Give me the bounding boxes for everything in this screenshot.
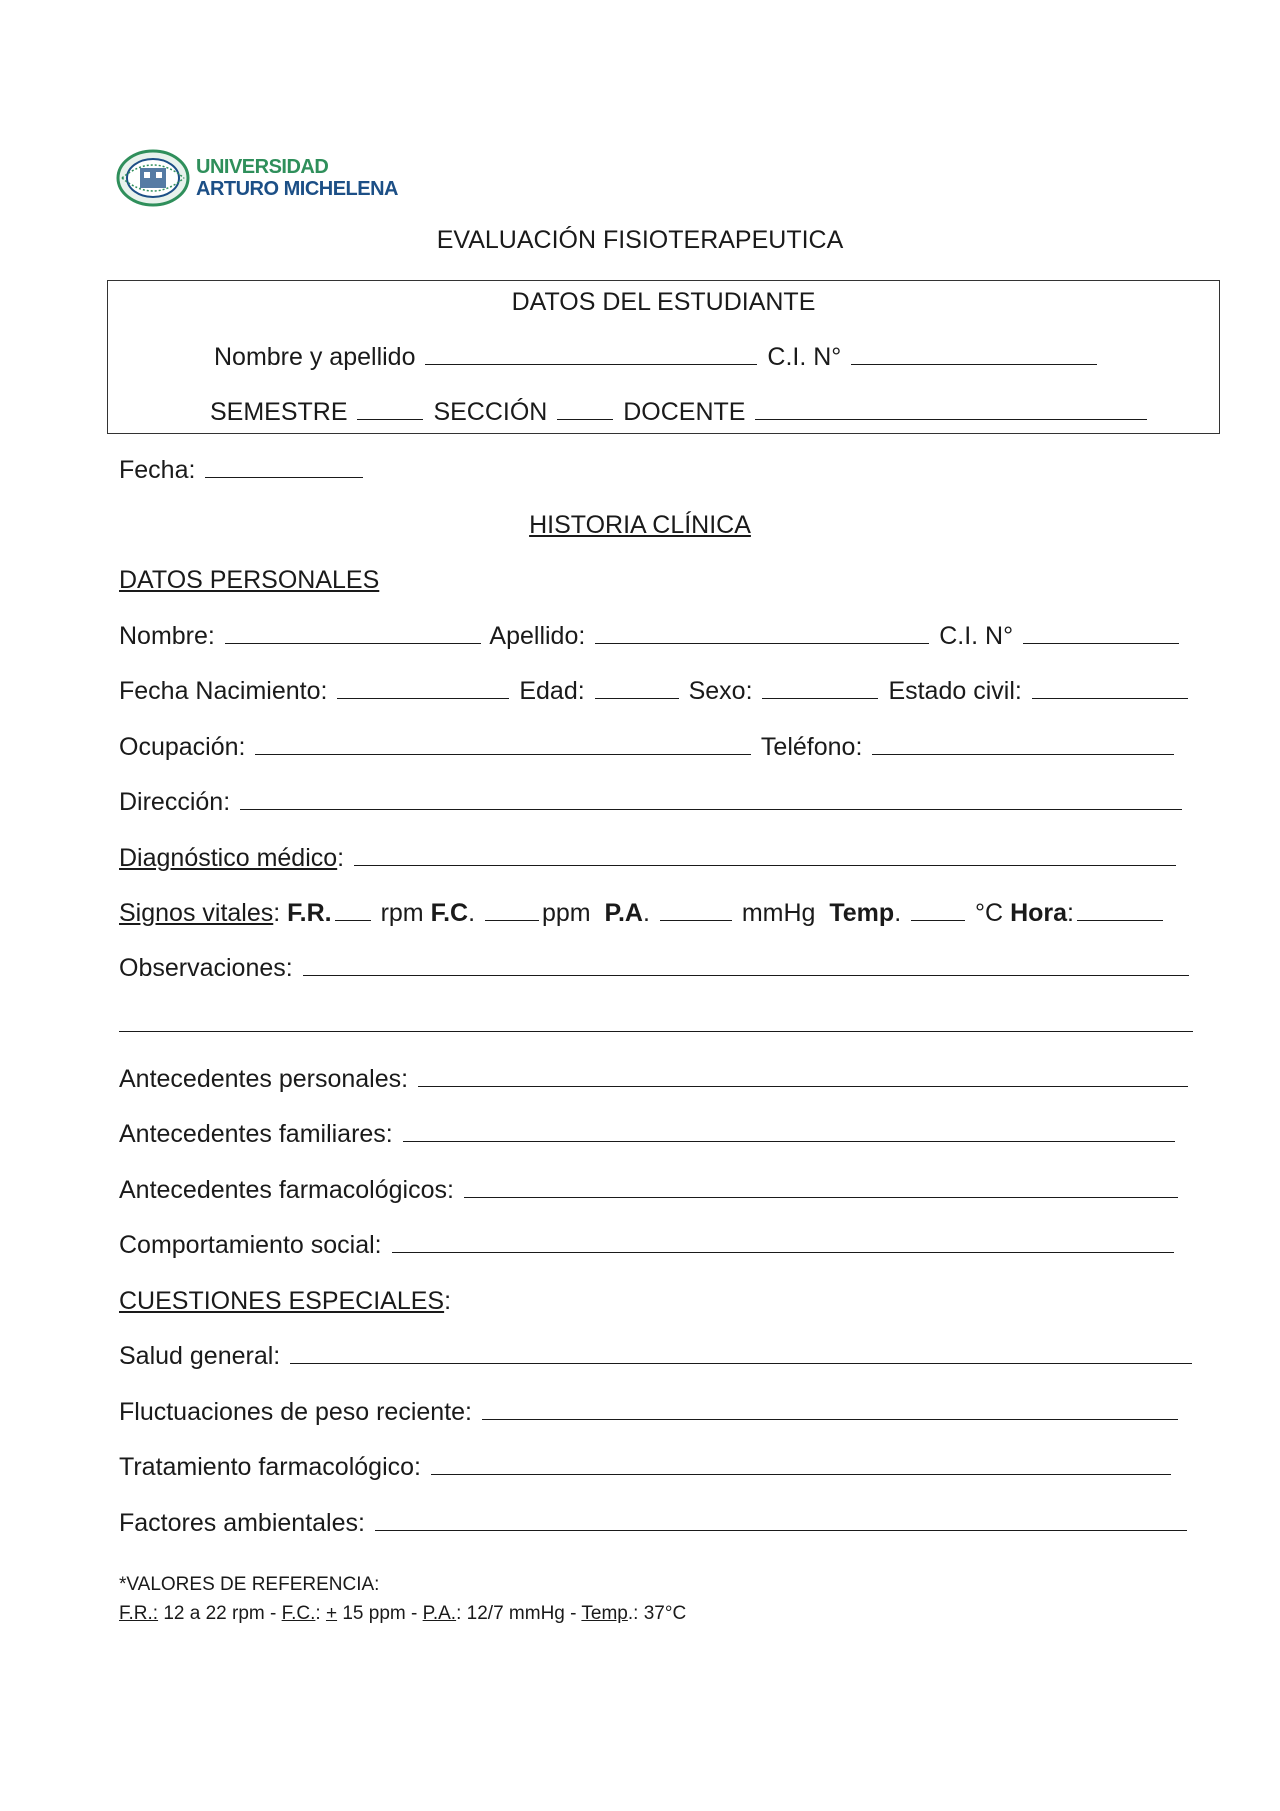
special-questions-heading: CUESTIONES ESPECIALES — [119, 1287, 445, 1315]
fc-label: F.C — [430, 899, 469, 927]
teacher-label: DOCENTE — [623, 398, 746, 426]
drug-treatment-field[interactable] — [431, 1456, 1171, 1475]
personal-history-label: Antecedentes personales: — [119, 1065, 409, 1093]
ref-fr-value: 12 a 22 rpm - — [158, 1603, 282, 1624]
sex-field[interactable] — [762, 680, 878, 699]
ref-pa-label: P.A. — [422, 1603, 457, 1624]
general-health-label: Salud general: — [119, 1342, 281, 1370]
logo-line-2: ARTURO MICHELENA — [196, 178, 398, 200]
marital-status-label: Estado civil: — [888, 677, 1022, 705]
family-history-label: Antecedentes familiares: — [119, 1120, 393, 1148]
pharma-history-row — [119, 1176, 1181, 1205]
section-field[interactable] — [557, 401, 613, 420]
fr-field[interactable] — [335, 902, 371, 921]
social-behavior-row — [119, 1231, 1177, 1260]
address-label: Dirección: — [119, 788, 231, 816]
drug-treatment-row — [119, 1453, 1174, 1482]
ref-fr-label: F.R.: — [119, 1603, 159, 1624]
student-box-heading: DATOS DEL ESTUDIANTE — [511, 288, 816, 316]
family-history-field[interactable] — [403, 1123, 1175, 1142]
ci-field[interactable] — [1023, 625, 1179, 644]
ref-temp-value: .: 37°C — [627, 1603, 687, 1624]
name-label: Nombre: — [119, 622, 215, 650]
page-title: EVALUACIÓN FISIOTERAPEUTICA — [436, 226, 844, 254]
special-questions-heading-row — [119, 1287, 451, 1316]
weight-fluctuation-field[interactable] — [482, 1401, 1178, 1420]
temp-dot: . — [894, 899, 902, 927]
semester-label: SEMESTRE — [210, 398, 348, 426]
date-row — [119, 456, 366, 485]
personal-history-field[interactable] — [418, 1068, 1188, 1087]
pa-field[interactable] — [660, 902, 732, 921]
observations-row-2 — [119, 1010, 1193, 1039]
vital-signs-label: Signos vitales — [119, 899, 274, 927]
ci-label: C.I. N° — [939, 622, 1014, 650]
diagnosis-row — [119, 844, 1179, 873]
student-name-field[interactable] — [425, 346, 757, 365]
surname-label: Apellido: — [489, 622, 586, 650]
name-field[interactable] — [225, 625, 481, 644]
university-logo — [116, 148, 416, 210]
pharma-history-field[interactable] — [464, 1179, 1178, 1198]
reference-heading: *VALORES DE REFERENCIA: — [119, 1574, 380, 1595]
date-label: Fecha: — [119, 456, 196, 484]
pharma-history-label: Antecedentes farmacológicos: — [119, 1176, 454, 1204]
semester-field[interactable] — [357, 401, 423, 420]
hour-colon: : — [1067, 899, 1074, 927]
teacher-field[interactable] — [755, 401, 1147, 420]
sex-label: Sexo: — [688, 677, 753, 705]
temp-label: Temp — [829, 899, 895, 927]
mmhg-unit: mmHg — [741, 899, 816, 927]
fc-dot: . — [468, 899, 476, 927]
student-name-label: Nombre y apellido — [214, 343, 416, 371]
name-row — [119, 622, 1182, 651]
phone-label: Teléfono: — [760, 733, 863, 761]
general-health-row — [119, 1342, 1195, 1371]
vital-signs-colon: : — [273, 899, 281, 927]
age-label: Edad: — [519, 677, 585, 705]
social-behavior-field[interactable] — [392, 1234, 1174, 1253]
general-health-field[interactable] — [290, 1345, 1192, 1364]
social-behavior-label: Comportamiento social: — [119, 1231, 382, 1259]
personal-data-heading: DATOS PERSONALES — [119, 566, 380, 594]
logo-wordmark — [196, 156, 398, 200]
marital-status-field[interactable] — [1032, 680, 1188, 699]
university-seal-icon — [116, 148, 190, 208]
diagnosis-label: Diagnóstico médico — [119, 844, 338, 872]
environmental-factors-label: Factores ambientales: — [119, 1509, 365, 1537]
section-label: SECCIÓN — [433, 398, 548, 426]
student-ci-field[interactable] — [851, 346, 1097, 365]
observations-row — [119, 954, 1192, 983]
ref-fc-sign: + — [325, 1603, 338, 1624]
birth-row — [119, 677, 1191, 706]
rpm-unit: rpm — [380, 899, 424, 927]
environmental-factors-row — [119, 1509, 1190, 1538]
ref-fc-value: 15 ppm - — [337, 1603, 423, 1624]
weight-fluctuation-label: Fluctuaciones de peso reciente: — [119, 1398, 472, 1426]
phone-field[interactable] — [872, 736, 1174, 755]
environmental-factors-field[interactable] — [375, 1512, 1187, 1531]
hour-label: Hora — [1010, 899, 1068, 927]
date-field[interactable] — [205, 459, 363, 478]
drug-treatment-label: Tratamiento farmacológico: — [119, 1453, 421, 1481]
occupation-field[interactable] — [255, 736, 751, 755]
surname-field[interactable] — [595, 625, 929, 644]
history-title: HISTORIA CLÍNICA — [529, 511, 751, 539]
celsius-unit: °C — [975, 899, 1004, 927]
ref-fc-colon: : — [315, 1603, 326, 1624]
student-data-box — [107, 280, 1220, 434]
ref-temp-label: Temp — [581, 1603, 628, 1624]
student-name-row — [214, 343, 1100, 372]
logo-line-1: UNIVERSIDAD — [196, 156, 329, 178]
observations-field[interactable] — [303, 957, 1189, 976]
birthdate-label: Fecha Nacimiento: — [119, 677, 328, 705]
reference-values — [119, 1603, 686, 1625]
address-field[interactable] — [240, 791, 1182, 810]
observations-label: Observaciones: — [119, 954, 293, 982]
observations-field-2[interactable] — [119, 1013, 1193, 1032]
diagnosis-colon: : — [337, 844, 345, 872]
occupation-label: Ocupación: — [119, 733, 246, 761]
diagnosis-field[interactable] — [354, 847, 1176, 866]
vital-signs-row — [119, 899, 1166, 928]
pa-dot: . — [642, 899, 650, 927]
birthdate-field[interactable] — [337, 680, 509, 699]
student-ci-label: C.I. N° — [767, 343, 842, 371]
hour-field[interactable] — [1077, 902, 1163, 921]
special-questions-colon: : — [444, 1287, 452, 1315]
family-history-row — [119, 1120, 1178, 1149]
ppm-unit: ppm — [541, 899, 591, 927]
personal-history-row — [119, 1065, 1191, 1094]
student-course-row — [210, 398, 1150, 427]
ref-pa-value: : 12/7 mmHg - — [456, 1603, 582, 1624]
weight-fluctuation-row — [119, 1398, 1181, 1427]
address-row — [119, 788, 1185, 817]
ref-fc-label: F.C. — [281, 1603, 316, 1624]
pa-label: P.A — [604, 899, 643, 927]
fr-label: F.R. — [287, 899, 332, 927]
fc-field[interactable] — [485, 902, 539, 921]
occupation-row — [119, 733, 1177, 762]
temp-field[interactable] — [911, 902, 965, 921]
age-field[interactable] — [595, 680, 679, 699]
